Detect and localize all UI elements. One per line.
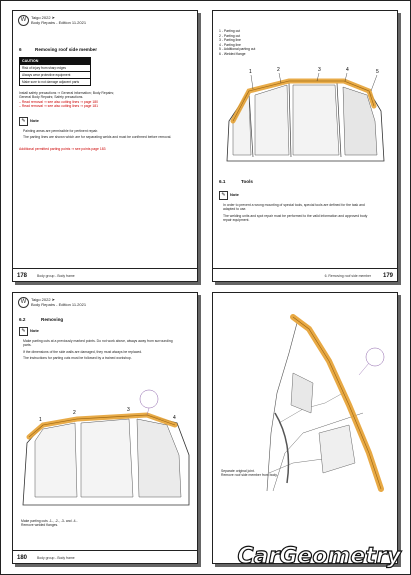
manual-page-178 <box>12 10 198 282</box>
section-number: 6.1 <box>219 179 226 184</box>
footer-text: Body group - Body frame <box>37 556 75 560</box>
caution-row: Risk of injury from sharp edges <box>20 64 90 71</box>
callout-label: 2 <box>73 410 76 416</box>
doc-title: Taigo 2022 ➤ <box>31 297 56 302</box>
caution-title: CAUTION <box>20 58 90 64</box>
note-item: The instructions for parting cuts must be followed by a trained workshop. <box>23 356 132 361</box>
footer-text: 6. Removing roof side member <box>324 274 371 278</box>
step-item: Remove roof side member from body. <box>221 473 278 478</box>
caution-row: Make sure to not damage adjacent parts <box>20 78 90 85</box>
section-number: 6.2 <box>19 317 26 322</box>
legend-item: 5 - Additional parting cut <box>219 47 256 52</box>
callout-label: 1 <box>249 69 252 75</box>
body-side-diagram <box>17 385 193 515</box>
doc-title: Taigo 2022 ➤ <box>31 15 56 20</box>
vw-logo-icon: W <box>18 15 29 26</box>
watermark-logo: CarGeometry <box>237 544 401 569</box>
vw-logo-icon: W <box>18 297 29 308</box>
section-title: Removing <box>41 317 64 322</box>
step-item: Remove welded flanges. <box>21 523 59 528</box>
body-text: Install safety precautions ⇒ General information; Body Repairs; <box>19 91 114 95</box>
note-item: Painting areas are permissible for pertinent repair. <box>23 129 99 133</box>
page-number: 179 <box>382 273 393 279</box>
page-footer <box>13 550 197 563</box>
section-title: Removing roof side member <box>35 47 98 52</box>
note-icon: ✎ <box>19 327 28 336</box>
legend-item: 3 - Parting line <box>219 38 241 43</box>
doc-subtitle: Body Repairs - Edition 11.2021 <box>31 20 87 25</box>
step-item: Make parting cuts -1-, -2-, -3- and -4-. <box>21 519 78 523</box>
callout-label: 3 <box>127 407 130 413</box>
section-number: 6 <box>19 47 22 52</box>
manual-page-179 <box>212 10 398 282</box>
legend-item: 1 - Parting cut <box>219 29 241 33</box>
legend-item: 4 - Parting line <box>219 42 241 47</box>
interior-pillar-diagram <box>263 313 393 493</box>
note-item: In order to prevent a wrong mounting of special tools, special tools are defined for the task and adapted to use. <box>223 203 365 212</box>
caution-row: Always wear protective equipment <box>20 71 90 78</box>
note-icon: ✎ <box>219 191 228 200</box>
note-item: If the dimensions of the side walls are damaged, they must always be replaced. <box>23 349 143 354</box>
callout-label: 5 <box>376 69 379 75</box>
footer-text: Body group - Body frame <box>37 274 75 278</box>
note-item: Make parting cuts at a previously marked points. Do not work above, always away from surrounding parts. <box>23 339 173 348</box>
procedure-link[interactable]: – Read removal ⇒ see also cutting lines ⇒ page 181 <box>19 104 99 109</box>
callout-label: 3 <box>318 67 321 73</box>
section-title: Tools <box>241 179 253 184</box>
procedure-link[interactable]: – Read removal ⇒ see also cutting lines ⇒ page 180 <box>19 99 99 104</box>
caution-box <box>19 57 91 86</box>
note-item: The parting lines are shown which are for separating welds and must be confirmed before removal. <box>23 135 172 140</box>
callout-label: 4 <box>346 67 349 73</box>
page-number: 178 <box>17 273 28 279</box>
legend-item: 2 - Parting cut <box>219 33 241 38</box>
page-footer <box>213 268 397 281</box>
callout-label: 4 <box>173 415 176 421</box>
note-icon: ✎ <box>19 117 28 126</box>
body-side-diagram <box>219 61 391 171</box>
doc-subtitle: Body Repairs - Edition 11.2021 <box>31 302 87 307</box>
callout-label: 2 <box>277 67 280 73</box>
page-footer <box>13 268 197 281</box>
body-text: General Body Repairs; Safety precautions. <box>19 95 84 100</box>
legend-item: 6 - Welded flange <box>219 51 246 56</box>
note-item: The welding units and spot repair must be performed to the valid information and approved body repair equipment. <box>223 213 368 223</box>
page-number: 180 <box>17 555 28 561</box>
note-label: Note <box>30 328 39 333</box>
note-label: Note <box>230 192 239 197</box>
callout-label: 1 <box>39 417 42 423</box>
manual-page-181 <box>212 292 398 564</box>
note-label: Note <box>30 118 39 123</box>
step-item: Separate original joint. <box>221 469 255 473</box>
figure-legend <box>219 29 255 57</box>
parting-points-link[interactable]: Additional permitted parting points ⇒ see points page 183 <box>19 147 106 151</box>
manual-page-180 <box>12 292 198 564</box>
